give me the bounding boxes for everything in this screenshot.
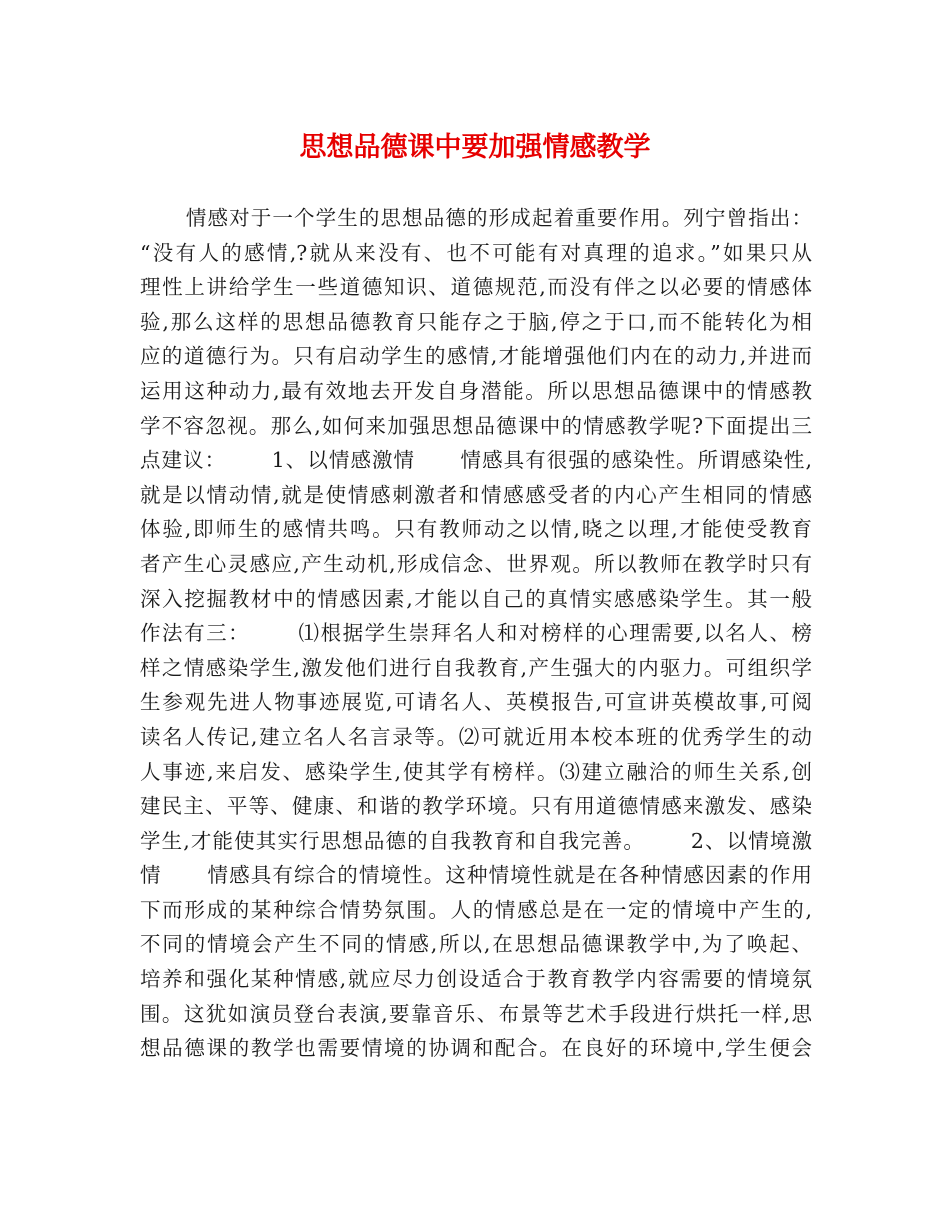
text-line: 点建议： 1、以情感激情 情感具有很强的感染性。所谓感染性, <box>140 448 812 473</box>
text-line: “没有人的感情,?就从来没有、也不可能有对真理的追求。”如果只从 <box>140 240 812 265</box>
text-line: 读名人传记,建立名人名言录等。⑵可就近用本校本班的优秀学生的动 <box>140 724 812 749</box>
text-line: 下而形成的某种综合情势氛围。人的情感总是在一定的情境中产生的, <box>140 897 812 922</box>
text-line: 学生,才能使其实行思想品德的自我教育和自我完善。 2、以情境激 <box>140 828 812 853</box>
text-line: 生参观先进人物事迹展览,可请名人、英模报告,可宣讲英模故事,可阅 <box>140 690 812 715</box>
text-line: 运用这种动力,最有效地去开发自身潜能。所以思想品德课中的情感教 <box>140 378 812 403</box>
text-line: 者产生心灵感应,产生动机,形成信念、世界观。所以教师在教学时只有 <box>140 551 812 576</box>
text-line: 建民主、平等、健康、和谐的教学环境。只有用道德情感来激发、感染 <box>140 794 812 819</box>
text-line: 学不容忽视。那么,如何来加强思想品德课中的情感教学呢?下面提出三 <box>140 413 812 438</box>
text-line: 应的道德行为。只有启动学生的感情,才能增强他们内在的动力,并进而 <box>140 344 812 369</box>
text-line: 就是以情动情,就是使情感刺激者和情感感受者的内心产生相同的情感 <box>140 482 812 507</box>
text-line: 理性上讲给学生一些道德知识、道德规范,而没有伴之以必要的情感体 <box>140 275 812 300</box>
text-line: 作法有三： ⑴根据学生崇拜名人和对榜样的心理需要,以名人、榜 <box>140 621 812 646</box>
text-line: 体验,即师生的感情共鸣。只有教师动之以情,晓之以理,才能使受教育 <box>140 517 812 542</box>
text-line: 样之情感染学生,激发他们进行自我教育,产生强大的内驱力。可组织学 <box>140 655 812 680</box>
text-line: 验,那么这样的思想品德教育只能存之于脑,停之于口,而不能转化为相 <box>140 309 812 334</box>
text-line: 情 情感具有综合的情境性。这种情境性就是在各种情感因素的作用 <box>140 863 812 888</box>
text-line: 想品德课的教学也需要情境的协调和配合。在良好的环境中,学生便会 <box>140 1036 812 1061</box>
text-line: 培养和强化某种情感,就应尽力创设适合于教育教学内容需要的情境氛 <box>140 967 812 992</box>
text-line: 不同的情境会产生不同的情感,所以,在思想品德课教学中,为了唤起、 <box>140 932 812 957</box>
page-title: 思想品德课中要加强情感教学 <box>299 132 651 163</box>
text-line: 围。这犹如演员登台表演,要靠音乐、布景等艺术手段进行烘托一样,思 <box>140 1001 812 1026</box>
text-line: 人事迹,来启发、感染学生,使其学有榜样。⑶建立融洽的师生关系,创 <box>140 759 812 784</box>
text-line: 情感对于一个学生的思想品德的形成起着重要作用。列宁曾指出： <box>140 206 812 230</box>
article-body <box>140 201 812 1066</box>
text-line: 深入挖掘教材中的情感因素,才能以自己的真情实感感染学生。其一般 <box>140 586 812 611</box>
